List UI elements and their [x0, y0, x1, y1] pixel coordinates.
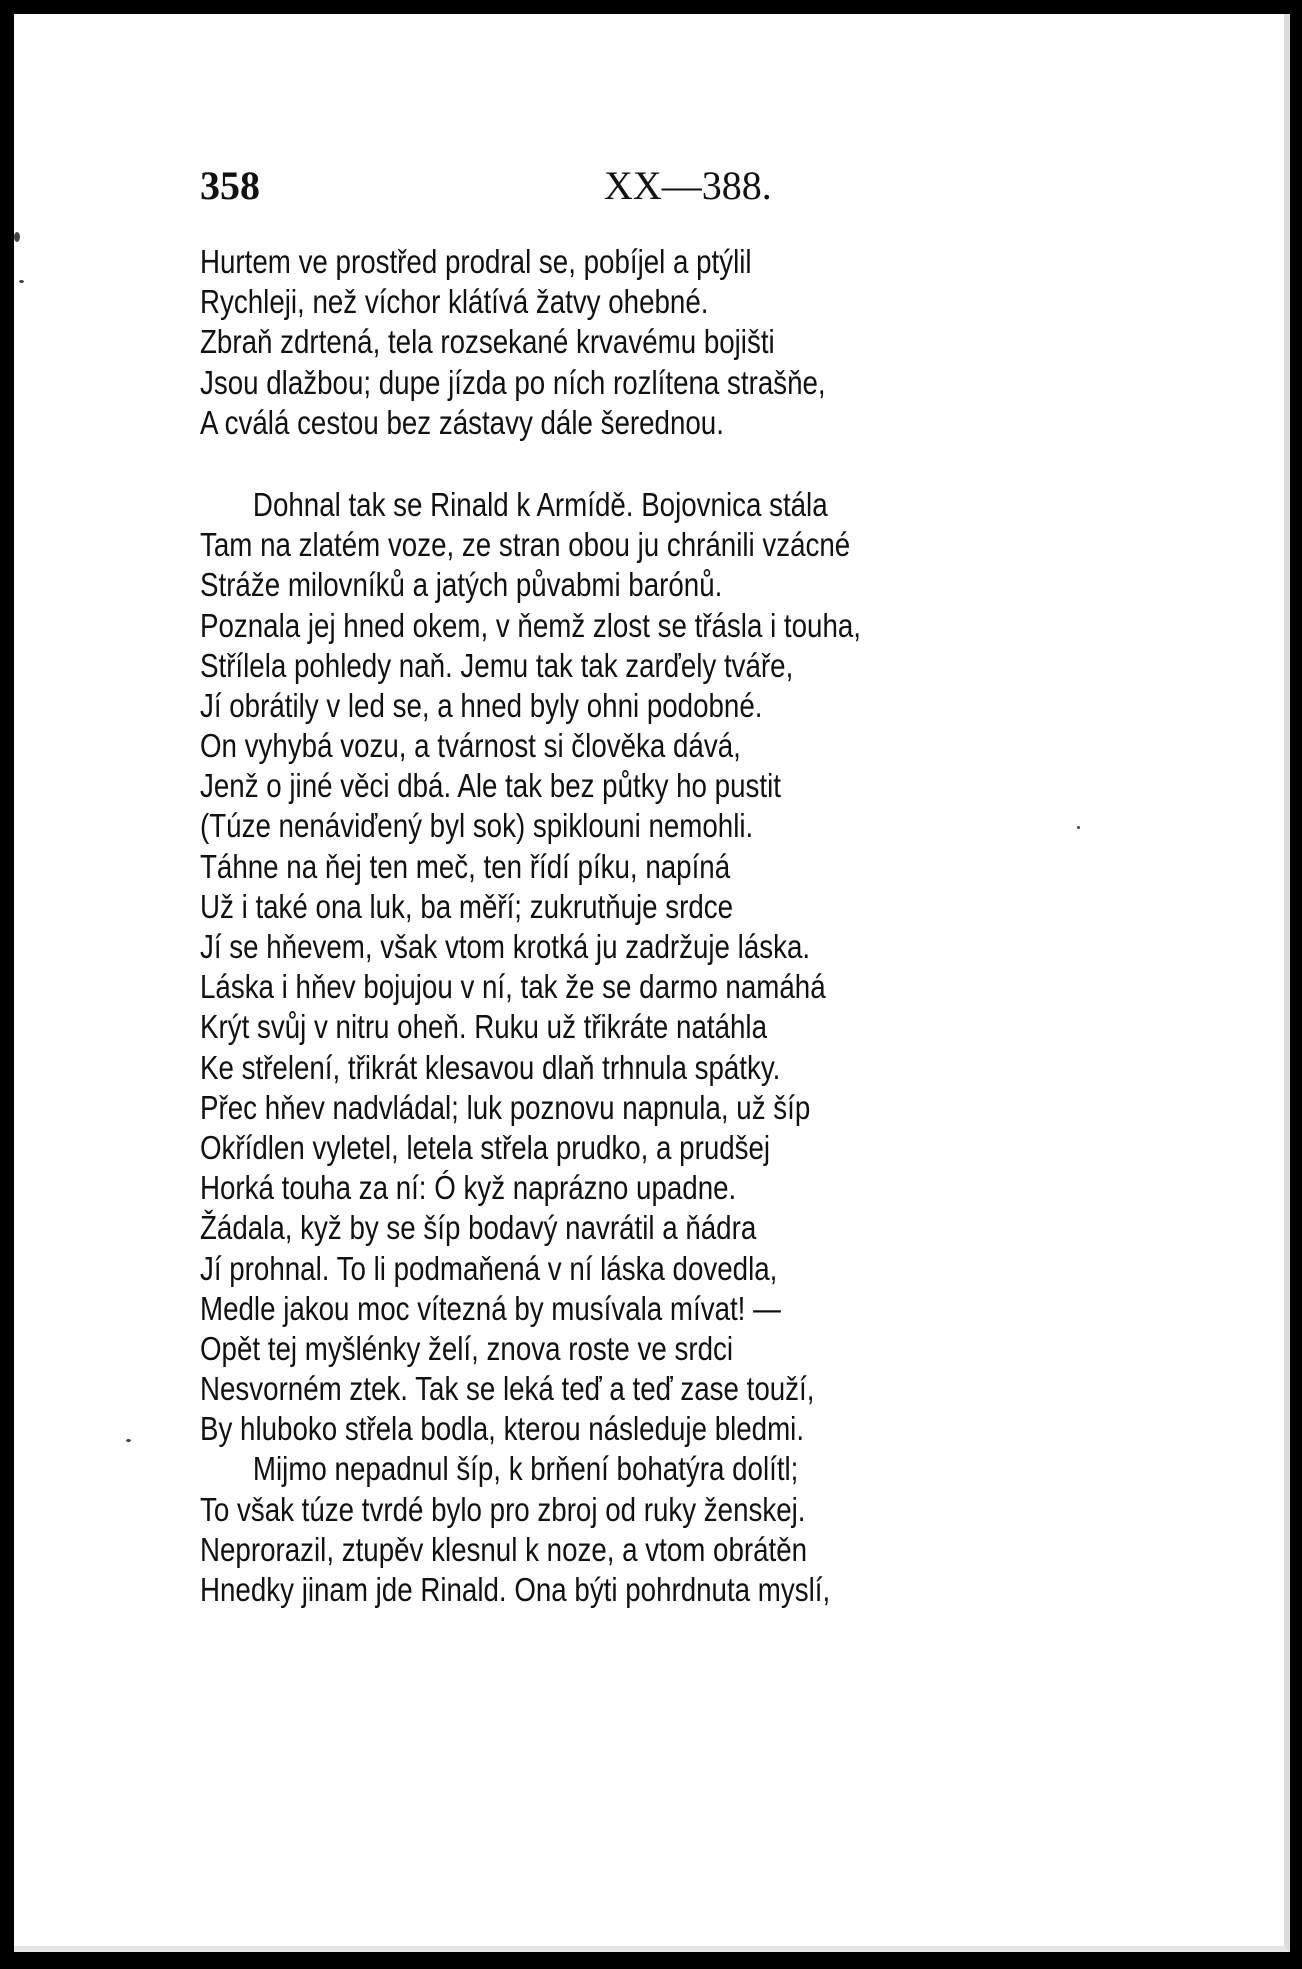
verse-line: Neprorazil, ztupěv klesnul k noze, a vtom obrátěn	[200, 1530, 808, 1568]
running-title: XX—388.	[604, 163, 772, 208]
verse-line: Nesvorném ztek. Tak se leká teď a teď zase touží,	[200, 1370, 815, 1408]
poem-text	[200, 242, 1180, 1610]
verse-line: Tam na zlatém voze, ze stran obou ju chránili vzácné	[200, 526, 851, 564]
verse-line: (Túze nenáviďený byl sok) spiklouni nemohli.	[200, 807, 754, 845]
page-number: 358	[200, 163, 260, 208]
verse-line: Poznala jej hned okem, v ňemž zlost se třásla i touha,	[200, 606, 862, 644]
verse-line: Táhne na ňej ten meč, ten řídí píku, napíná	[200, 847, 731, 885]
verse-line: Hurtem ve prostřed prodral se, pobíjel a ptýlil	[200, 243, 752, 280]
scan-speck	[1077, 826, 1080, 829]
verse-line: Okřídlen vyletel, letela střela prudko, a prudšej	[200, 1128, 771, 1166]
verse-line: Jí se hňevem, však vtom krotká ju zadržuje láska.	[200, 928, 811, 965]
verse-line: Opět tej myšlénky želí, znova roste ve srdci	[200, 1329, 734, 1367]
verse-line: Rychleji, než víchor klátívá žatvy ohebné.	[200, 283, 709, 321]
scan-speck	[14, 232, 20, 242]
verse-line: Žádala, kyž by se šíp bodavý navrátil a ňádra	[200, 1209, 757, 1247]
verse-line: Střílela pohledy naň. Jemu tak tak zarďely tváře,	[200, 646, 794, 684]
verse-line: Jí obrátily v led se, a hned byly ohni podobné.	[200, 686, 763, 724]
verse-line: To však túze tvrdé bylo pro zbroj od ruky ženskej.	[200, 1490, 806, 1528]
verse-line: Jí prohnal. To li podmaňená v ní láska dovedla,	[200, 1249, 778, 1287]
verse-line: Dohnal tak se Rinald k Armídě. Bojovnica stála	[252, 485, 828, 523]
verse-line: Ke střelení, třikrát klesavou dlaň trhnula spátky.	[200, 1048, 781, 1086]
page-header	[200, 162, 1190, 218]
verse-line: Mijmo nepadnul šíp, k brňení bohatýra dolítl;	[252, 1450, 799, 1488]
verse-line: Láska i hňev bojujou v ní, tak že se darmo namáhá	[200, 968, 826, 1006]
verse-line: Hnedky jinam jde Rinald. Ona býti pohrdnuta myslí,	[200, 1571, 831, 1608]
verse-line: Krýt svůj v nitru oheň. Ruku už třikráte natáhla	[200, 1008, 767, 1046]
verse-line: A cválá cestou bez zástavy dále šerednou.	[200, 403, 724, 441]
verse-line: Medle jakou moc vítezná by musívala mívat! —	[200, 1289, 781, 1327]
verse-line: Zbraň zdrtená, tela rozsekané krvavému bojišti	[200, 323, 775, 361]
scan-speck	[126, 1439, 131, 1442]
verse-line: Stráže milovníků a jatých půvabmi barónů.	[200, 566, 723, 604]
verse-line: Už i také ona luk, ba měří; zukrutňuje srdce	[200, 887, 734, 925]
verse-line: On vyhybá vozu, a tvárnost si člověka dává,	[200, 727, 741, 765]
verse-line: Jsou dlažbou; dupe jízda po ních rozlítena strašňe,	[200, 363, 826, 401]
scan-speck	[19, 280, 24, 283]
verse-line: By hluboko střela bodla, kterou následuje bledmi.	[200, 1410, 805, 1448]
verse-line: Přec hňev nadvládal; luk poznovu napnula, už šíp	[200, 1088, 811, 1126]
verse-line: Horká touha za ní: Ó kyž naprázno upadne.	[200, 1169, 737, 1207]
book-page	[14, 14, 1290, 1952]
verse-line: Jenž o jiné věci dbá. Ale tak bez půtky ho pustit	[200, 767, 781, 805]
